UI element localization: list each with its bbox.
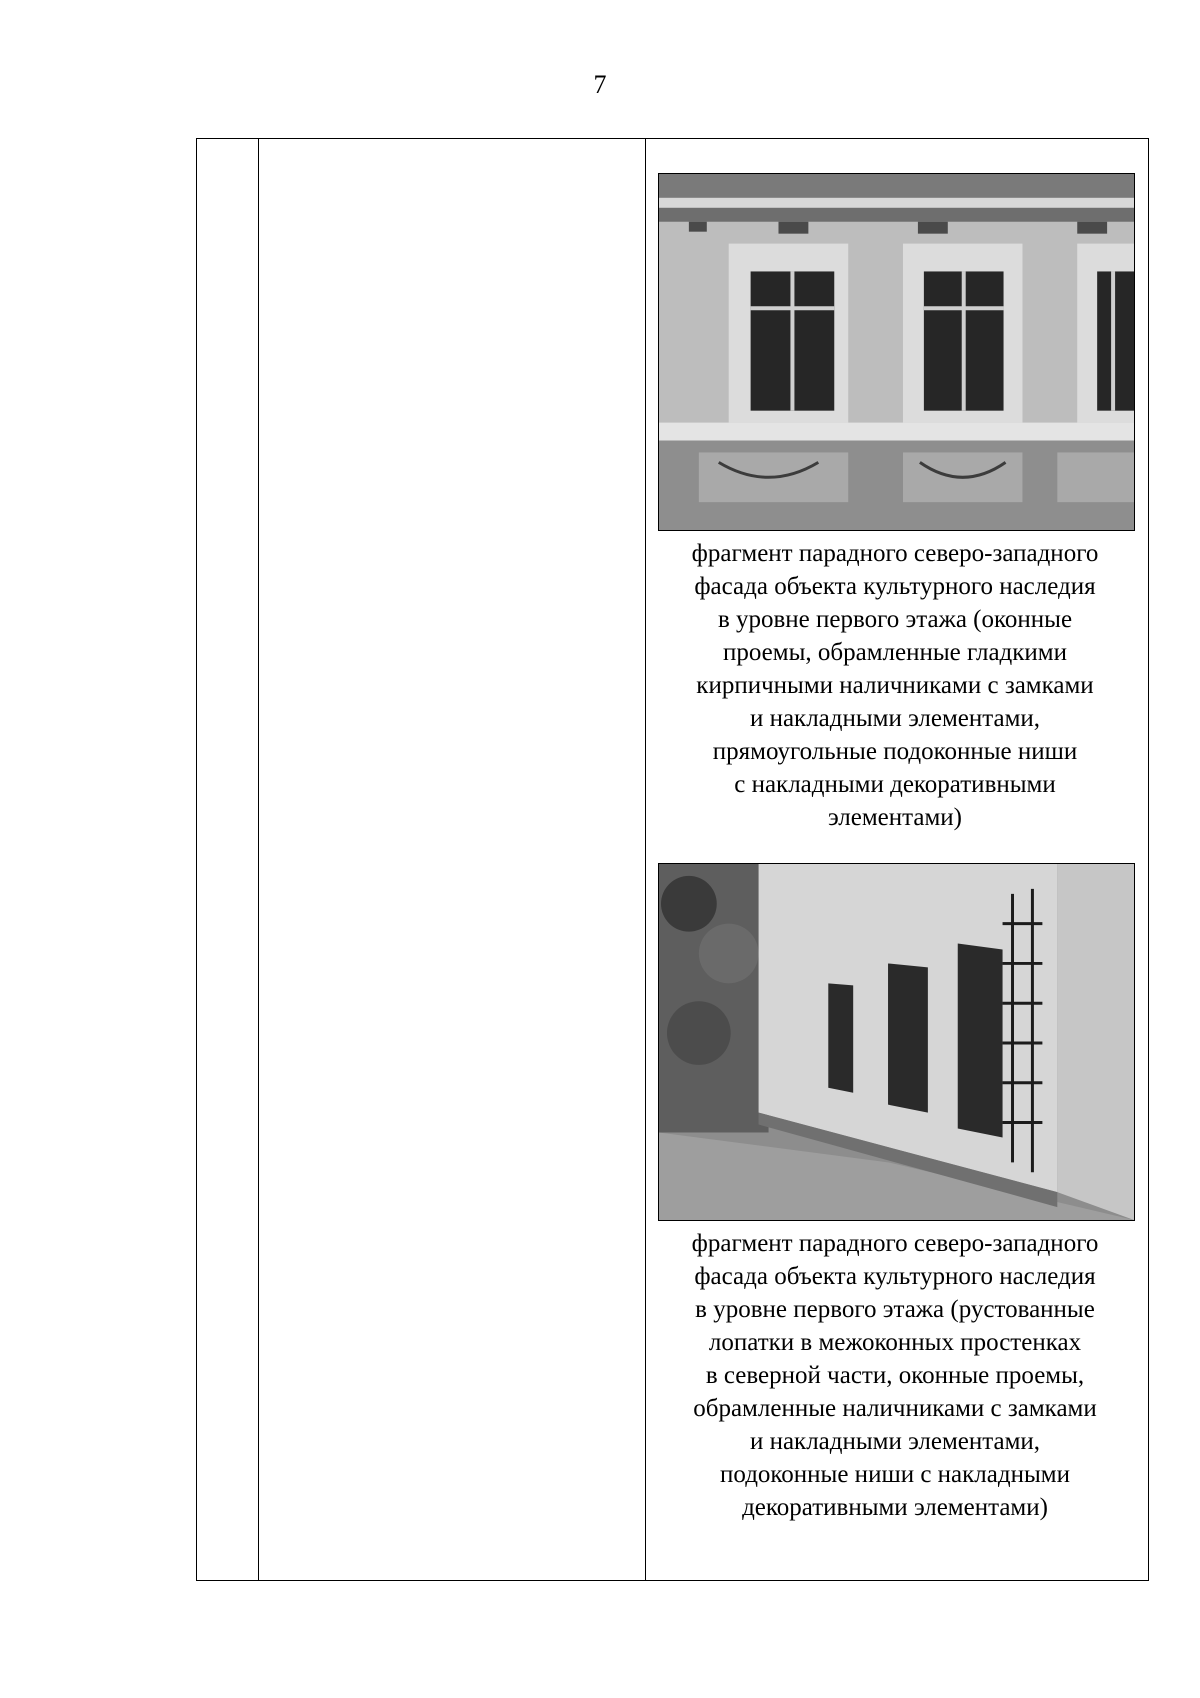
column-divider-1 xyxy=(258,139,259,1580)
photo-2-caption: фрагмент парадного северо-западного фасада объекта культурного наследия в уровне первого этажа (рустованные лопатки в межоконных простенках в северной части, оконные проемы, обрамленные наличниками с замками и накладными элементами, подоконные ниши с накладными декоративными элементами) xyxy=(691,1230,1099,1521)
column-divider-2 xyxy=(645,139,646,1580)
facade-photo-2 xyxy=(658,863,1135,1221)
facade-photo-1 xyxy=(658,173,1135,531)
description-table xyxy=(196,138,1149,1581)
page-number: 7 xyxy=(593,70,607,99)
photo-1-caption: фрагмент парадного северо-западного фасада объекта культурного наследия в уровне первого этажа (оконные проемы, обрамленные гладкими кирпичными наличниками с замками и накладными элементами, прямоугольные подоконные ниши с накладными декоративными элементами) xyxy=(691,540,1099,831)
